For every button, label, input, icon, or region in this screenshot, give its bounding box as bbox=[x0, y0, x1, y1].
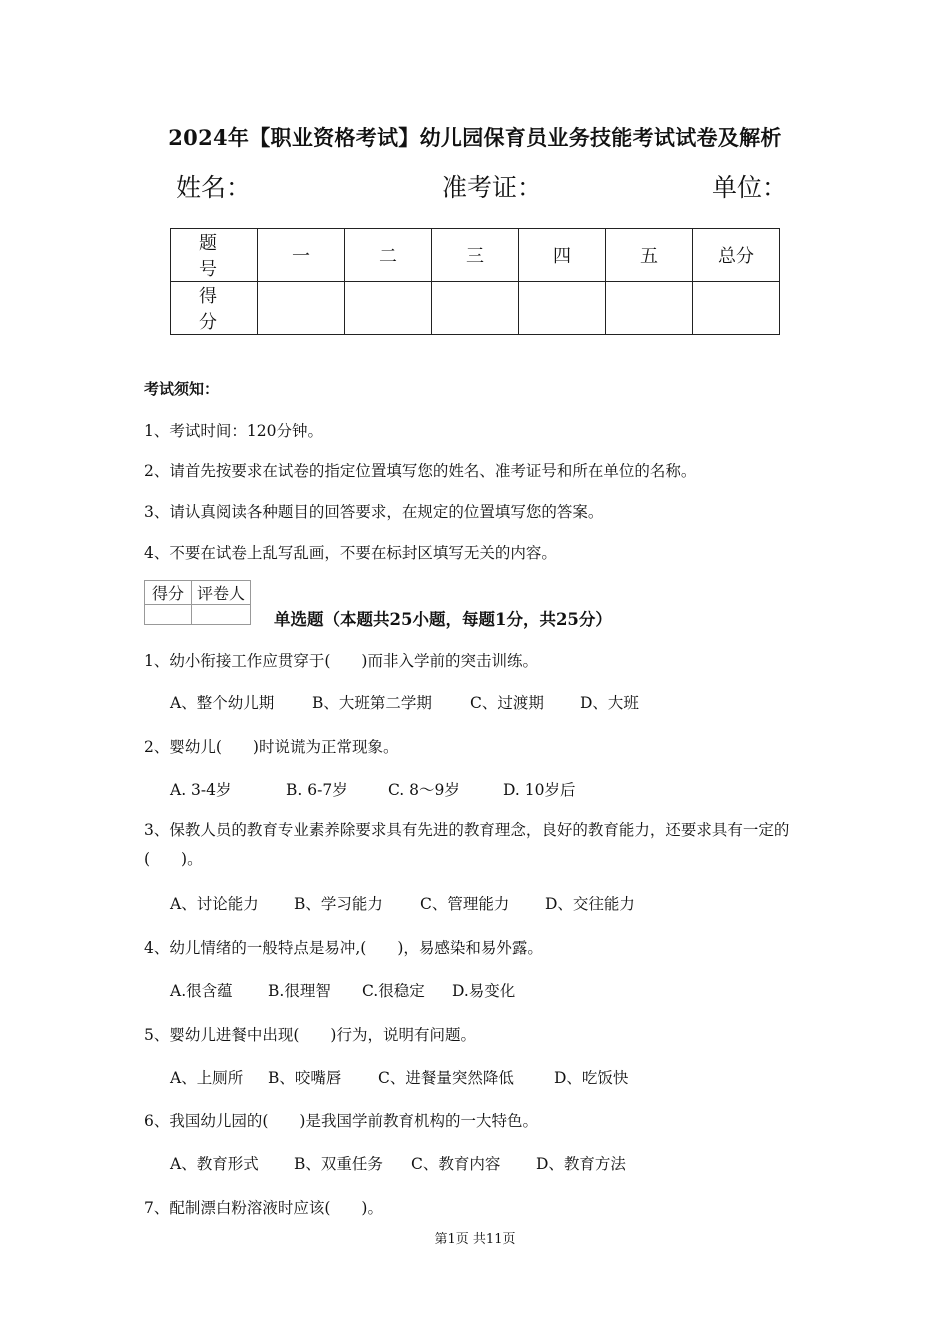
option-d[interactable]: D、大班 bbox=[580, 694, 639, 712]
option-d[interactable]: D.易变化 bbox=[452, 982, 516, 1000]
option-b[interactable]: B、大班第二学期 bbox=[312, 694, 432, 712]
candidate-info-row bbox=[176, 168, 786, 204]
question-1-options bbox=[170, 691, 639, 713]
notice-item: 4、不要在试卷上乱写乱画，不要在标封区填写无关的内容。 bbox=[144, 544, 557, 562]
option-c[interactable]: C、管理能力 bbox=[420, 895, 510, 913]
exam-id-label: 准考证： bbox=[442, 173, 543, 202]
option-a[interactable]: A、整个幼儿期 bbox=[170, 694, 275, 712]
question-5-options bbox=[170, 1066, 628, 1088]
grader-name-cell[interactable] bbox=[192, 605, 251, 625]
option-d[interactable]: D、交往能力 bbox=[545, 895, 635, 913]
score-cell[interactable] bbox=[258, 282, 345, 335]
option-c[interactable]: C. 8～9岁 bbox=[388, 781, 460, 799]
question-3: 3、保教人员的教育专业素养除要求具有先进的教育理念，良好的教育能力，还要求具有一定的( )。 bbox=[144, 821, 790, 868]
score-cell[interactable] bbox=[606, 282, 693, 335]
notice-title: 考试须知： bbox=[144, 380, 220, 398]
section-2-header: 二 bbox=[345, 229, 432, 282]
score-cell[interactable] bbox=[693, 282, 780, 335]
option-a[interactable]: A、教育形式 bbox=[170, 1155, 259, 1173]
section-4-header: 四 bbox=[519, 229, 606, 282]
question-2-options bbox=[170, 778, 575, 800]
notice-item: 3、请认真阅读各种题目的回答要求，在规定的位置填写您的答案。 bbox=[144, 503, 604, 521]
option-b[interactable]: B、咬嘴唇 bbox=[268, 1069, 342, 1087]
notice-item: 1、考试时间：120分钟。 bbox=[144, 422, 323, 440]
total-header: 总分 bbox=[693, 229, 780, 282]
option-c[interactable]: C、进餐量突然降低 bbox=[378, 1069, 514, 1087]
score-cell[interactable] bbox=[345, 282, 432, 335]
section-3-header: 三 bbox=[432, 229, 519, 282]
question-4-options bbox=[170, 979, 515, 1001]
question-6-options bbox=[170, 1152, 626, 1174]
option-b[interactable]: B. 6-7岁 bbox=[286, 781, 348, 799]
grader-name-label: 评卷人 bbox=[192, 581, 251, 605]
section-5-header: 五 bbox=[606, 229, 693, 282]
question-5: 5、婴幼儿进餐中出现( )行为，说明有问题。 bbox=[144, 1026, 476, 1044]
option-d[interactable]: D. 10岁后 bbox=[503, 781, 576, 799]
section-heading: 单选题（本题共25小题，每题1分，共25分） bbox=[274, 610, 612, 629]
section-1-header: 一 bbox=[258, 229, 345, 282]
grader-box bbox=[144, 580, 251, 625]
question-3-options bbox=[170, 892, 635, 914]
option-b[interactable]: B、双重任务 bbox=[294, 1155, 383, 1173]
grader-score-label: 得分 bbox=[145, 581, 192, 605]
option-b[interactable]: B.很理智 bbox=[268, 982, 331, 1000]
option-d[interactable]: D、吃饭快 bbox=[554, 1069, 629, 1087]
notice-item: 2、请首先按要求在试卷的指定位置填写您的姓名、准考证号和所在单位的名称。 bbox=[144, 462, 697, 480]
option-d[interactable]: D、教育方法 bbox=[536, 1155, 626, 1173]
option-c[interactable]: C、教育内容 bbox=[411, 1155, 501, 1173]
option-a[interactable]: A.很含蕴 bbox=[170, 982, 233, 1000]
option-b[interactable]: B、学习能力 bbox=[294, 895, 383, 913]
unit-label: 单位： bbox=[712, 173, 788, 202]
score-cell[interactable] bbox=[519, 282, 606, 335]
question-7: 7、配制漂白粉溶液时应该( )。 bbox=[144, 1199, 383, 1217]
score-cell[interactable] bbox=[432, 282, 519, 335]
score-row-label: 得 分 bbox=[171, 282, 258, 335]
question-6: 6、我国幼儿园的( )是我国学前教育机构的一大特色。 bbox=[144, 1112, 538, 1130]
option-a[interactable]: A、上厕所 bbox=[170, 1069, 244, 1087]
grader-score-cell[interactable] bbox=[145, 605, 192, 625]
name-label: 姓名： bbox=[176, 173, 252, 202]
question-number-header: 题 号 bbox=[171, 229, 258, 282]
page-footer: 第1页 共11页 bbox=[434, 1232, 516, 1247]
score-table bbox=[170, 228, 780, 335]
question-2: 2、婴幼儿( )时说谎为正常现象。 bbox=[144, 738, 399, 756]
option-c[interactable]: C.很稳定 bbox=[362, 982, 425, 1000]
option-c[interactable]: C、过渡期 bbox=[470, 694, 544, 712]
question-1: 1、幼小衔接工作应贯穿于( )而非入学前的突击训练。 bbox=[144, 652, 538, 670]
option-a[interactable]: A. 3-4岁 bbox=[170, 781, 232, 799]
document-title: 2024年【职业资格考试】幼儿园保育员业务技能考试试卷及解析 bbox=[168, 125, 782, 150]
option-a[interactable]: A、讨论能力 bbox=[170, 895, 259, 913]
question-4: 4、幼儿情绪的一般特点是易冲,( )，易感染和易外露。 bbox=[144, 939, 543, 957]
